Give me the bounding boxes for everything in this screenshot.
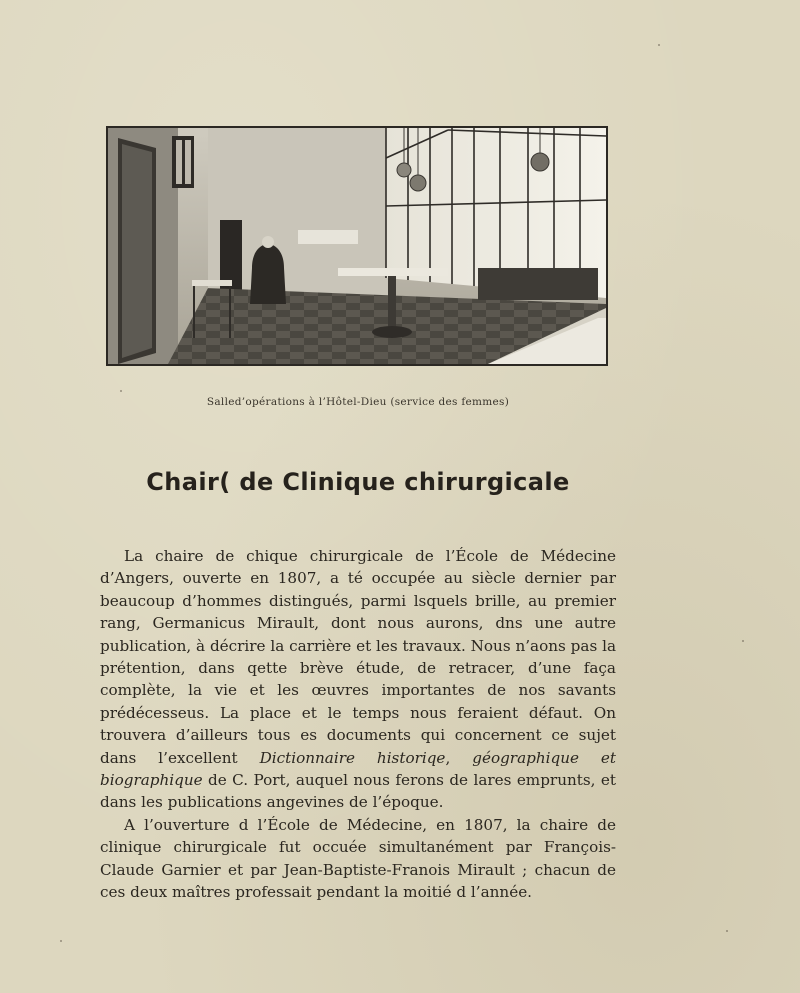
article-body <box>100 545 616 904</box>
paragraph-2: A l’ouverture d l’École de Médecine, en 1807, la chaire de clinique chirurgicale fut occuée simultanément par François-Claude Garnier et par Jean-Baptiste-Franois Mirault ; chacun de ces deux maîtres professait pendant la moitié d l’année. <box>100 815 616 902</box>
paper-speck <box>658 44 660 46</box>
paragraph-1 <box>100 545 616 814</box>
section-heading: Chair( de Clinique chirurgicale <box>146 468 570 496</box>
operating-room-illustration <box>108 128 606 364</box>
paper-speck <box>726 930 728 932</box>
figure-caption: Salled’opérations à l’Hôtel-Dieu (service des femmes) <box>206 396 510 408</box>
paper-speck <box>120 390 122 392</box>
paragraph-1-text-b: de C. Port, auquel nous ferons de lares emprunts, et dans les publications angevines de l’époque. <box>100 771 616 812</box>
operating-room-photo <box>106 126 608 366</box>
paragraph-1-separator: , <box>445 748 473 767</box>
paper-speck <box>742 640 744 642</box>
paper-speck <box>60 940 62 942</box>
dictionary-subtitle: géographique et biographique <box>100 748 617 790</box>
paragraph-1-text-a: La chaire de chique chirurgicale de l’École de Médecine d’Angers, ouverte en 1807, a té occupée au siècle dernier par beaucoup d’hommes distingués, parmi lsquels brille, au premier rang, Germanicus Mirault, dont nous aurons, dns une autre publication, à décrire la carrière et les travaux. Nous n’aons pas la prétention, dans qette brève étude, de retracer, d’une faça complète, la vie et les œuvres importantes de nos savants prédécesseus. La place et le temps nous feraient défaut. On trouvera d’ailleurs tous es documents qui concernent ce sujet dans l’excellent <box>100 547 616 767</box>
dictionary-title: Dictionnaire historiqe <box>259 748 446 767</box>
